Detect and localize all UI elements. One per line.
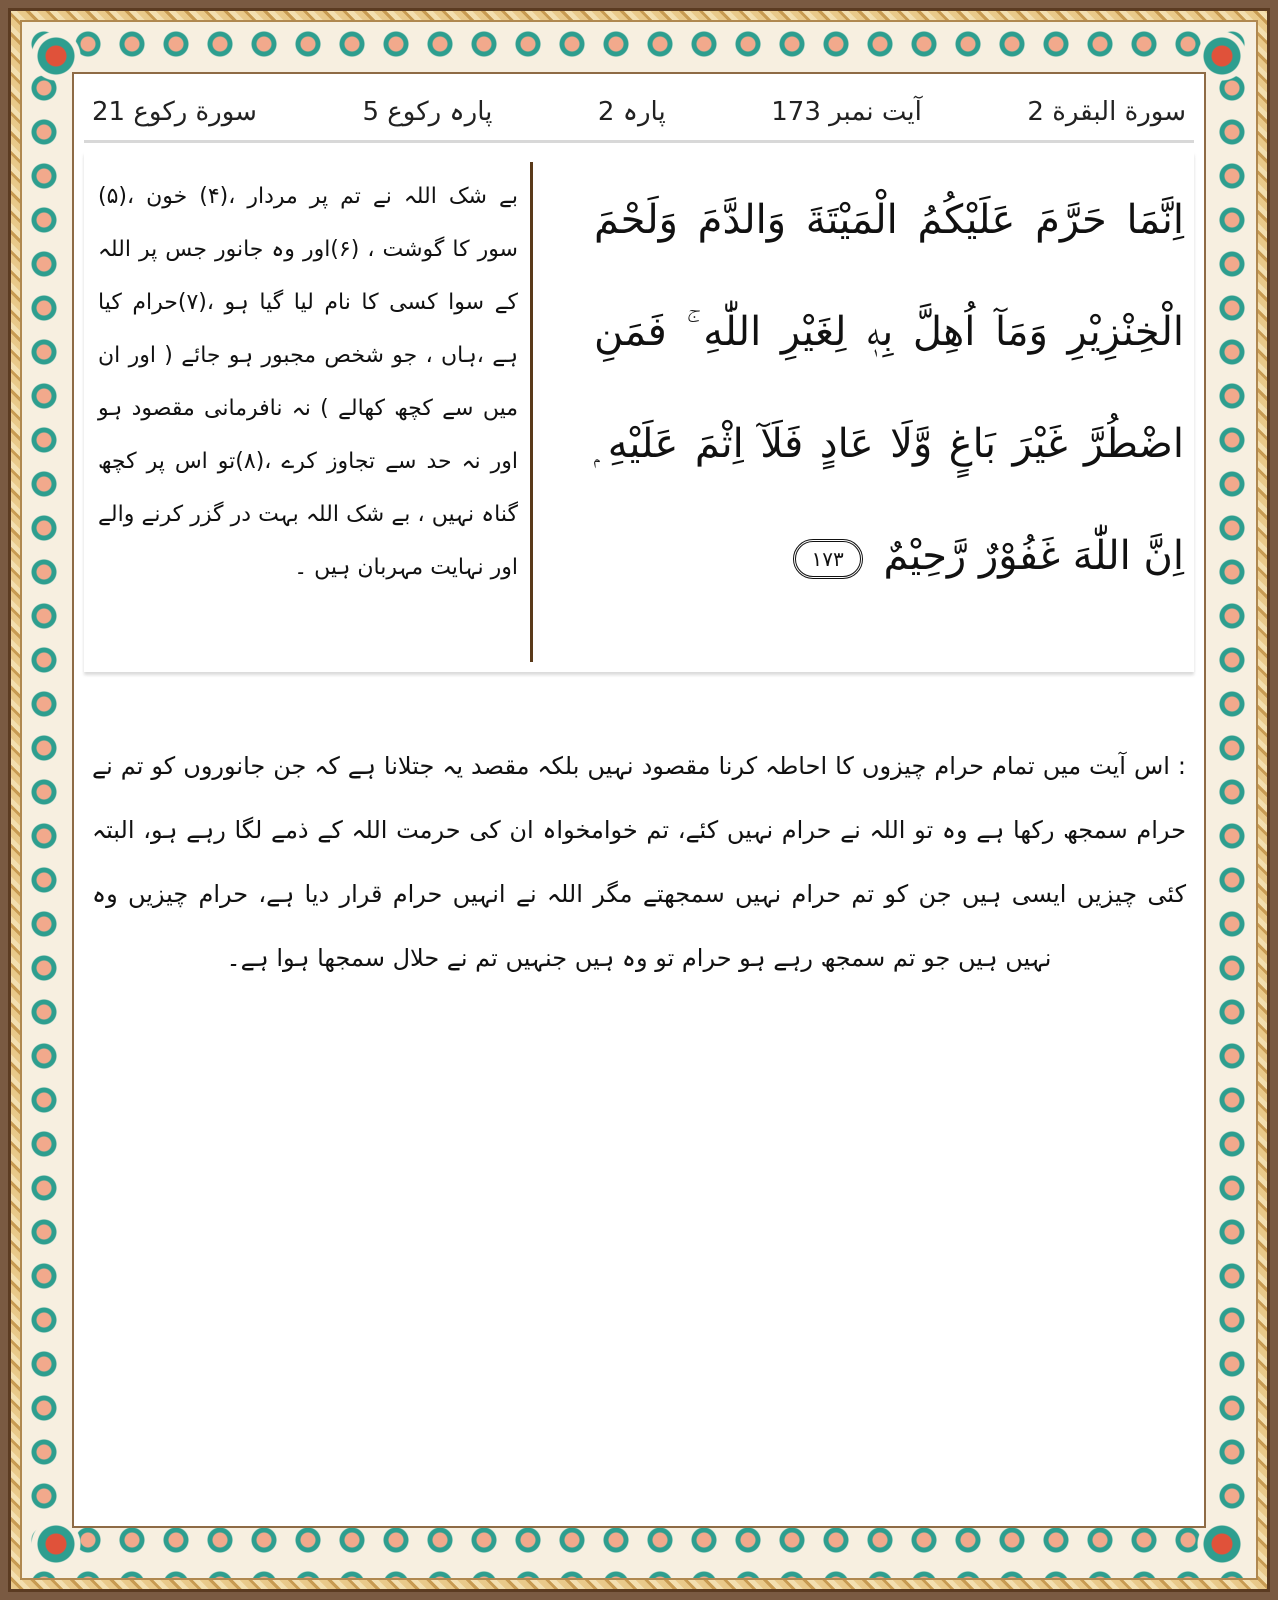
content-panel	[72, 72, 1206, 1528]
page-header	[84, 84, 1194, 143]
tafsir-explanation: : اس آیت میں تمام حرام چیزوں کا احاطہ کرنا مقصود نہیں بلکہ مقصد یہ جتلانا ہے کہ جن جانوروں کو تم نے حرام سمجھ رکھا ہے وہ تو اللہ نے حرام نہیں کئے، تم خوامخواہ ان کی حرمت اللہ کے ذمے لگا رہے ہو، البتہ کئی چیزیں ایسی ہیں جن کو تم حرام نہیں سمجھتے مگر اللہ نے انہیں حرام قرار دیا ہے، حرام چیزیں وہ نہیں ہیں جو تم سمجھ رہے ہو حرام تو وہ ہیں جنہیں تم نے حلال سمجھا ہوا ہے۔	[92, 752, 1186, 972]
arabic-verse	[594, 164, 1184, 612]
surah-label: سورة البقرة 2	[1027, 97, 1186, 127]
arabic-verse-text: اِنَّمَا حَرَّمَ عَلَيْكُمُ الْمَيْتَةَ وَالدَّمَ وَلَحْمَ الْخِنْزِيْرِ وَمَآ اُهِلَّ بِهٖ لِغَيْرِ اللّٰهِ ۚ فَمَنِ اضْطُرَّ غَيْرَ بَاغٍ وَّلَا عَادٍ فَلَآ اِثْمَ عَلَيْهِ ۭ اِنَّ اللّٰهَ غَفُوْرٌ رَّحِيْمٌ	[594, 197, 1184, 579]
verse-box	[84, 152, 1194, 672]
para-label: پارہ 2	[597, 97, 666, 127]
ayat-number-label: آیت نمبر 173	[771, 97, 922, 127]
para-ruku-label: پارہ رکوع 5	[362, 97, 493, 127]
urdu-translation: بے شک اللہ نے تم پر مردار ،(۴) خون ،(۵) سور کا گوشت ، (۶)اور وہ جانور جس پر اللہ کے سوا کسی کا نام لیا گیا ہو ،(۷)حرام کیا ہے ،ہاں ، جو شخص مجبور ہو جائے ( اور ان میں سے کچھ کھالے ) نہ نافرمانی مقصود ہو اور نہ حد سے تجاوز کرے ،(۸)تو اس پر کچھ گناہ نہیں ، بے شک اللہ بہت در گزر کرنے والے اور نہایت مہربان ہیں ۔	[98, 184, 519, 580]
surah-ruku-label: سورة رکوع 21	[92, 97, 257, 127]
column-divider	[530, 162, 533, 662]
ayah-number-marker: ١٧٣	[793, 539, 863, 579]
